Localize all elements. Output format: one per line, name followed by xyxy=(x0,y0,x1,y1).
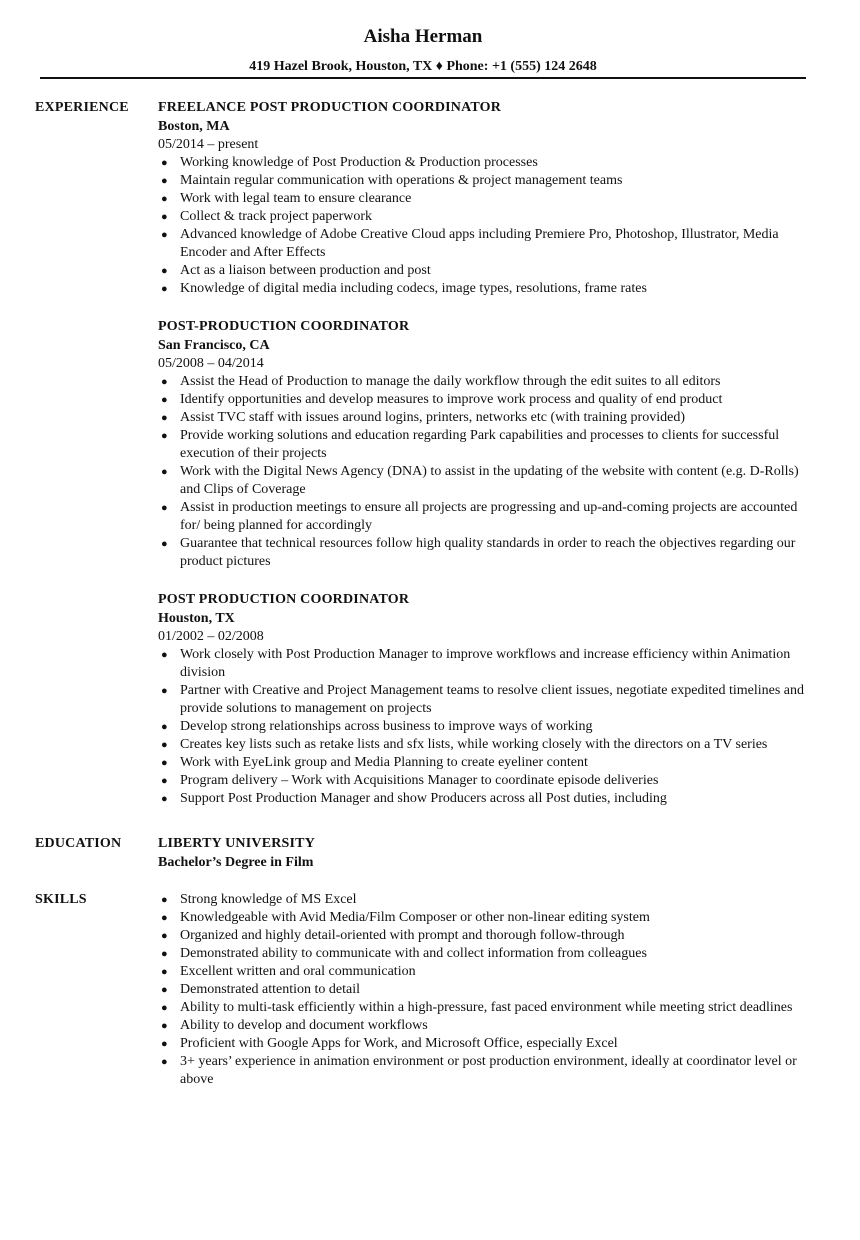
job-bullets xyxy=(158,154,818,298)
section-title-experience: EXPERIENCE xyxy=(35,100,129,115)
skill-item: ● Organized and highly detail-oriented with prompt and thorough follow-through xyxy=(161,928,625,943)
bullet-item: ● Assist the Head of Production to manage the daily workflow through the edit suites to all editors xyxy=(161,374,721,389)
skill-item: ● Demonstrated attention to detail xyxy=(161,982,361,997)
school-name: LIBERTY UNIVERSITY xyxy=(158,836,316,851)
job-title: POST-PRODUCTION COORDINATOR xyxy=(158,319,410,334)
skill-item: ● Ability to develop and document workflows xyxy=(161,1018,428,1033)
bullet-icon: ● xyxy=(161,757,168,769)
header-divider xyxy=(40,77,806,79)
bullet-item: ● Collect & track project paperwork xyxy=(161,209,373,224)
job-bullets xyxy=(158,646,818,808)
section-title-education: EDUCATION xyxy=(35,836,122,851)
bullet-icon: ● xyxy=(161,930,168,942)
bullet-item: ● Maintain regular communication with operations & project management teams xyxy=(161,173,623,188)
bullet-icon: ● xyxy=(161,193,168,205)
bullet-icon: ● xyxy=(161,1038,168,1050)
bullet-icon: ● xyxy=(161,984,168,996)
bullet-icon: ● xyxy=(161,775,168,787)
bullet-icon: ● xyxy=(161,502,168,514)
bullet-icon: ● xyxy=(161,912,168,924)
skill-item: ● Knowledgeable with Avid Media/Film Composer or other non-linear editing system xyxy=(161,910,650,925)
bullet-icon: ● xyxy=(161,211,168,223)
job-title: FREELANCE POST PRODUCTION COORDINATOR xyxy=(158,100,502,115)
bullet-item: ● Work with EyeLink group and Media Planning to create eyeliner content xyxy=(161,755,588,770)
skills-body xyxy=(158,891,818,1089)
job-bullets xyxy=(158,373,818,571)
bullet-icon: ● xyxy=(161,265,168,277)
job-dates: 05/2014 – present xyxy=(158,137,259,152)
bullet-item: ● Identify opportunities and develop measures to improve work process and quality of end product xyxy=(161,392,723,407)
skills-list xyxy=(158,891,818,1089)
bullet-item: ● Work with the Digital News Agency (DNA) to assist in the updating of the website with content (e.g. D-Rolls) and Clips of Coverage xyxy=(161,464,799,497)
degree: Bachelor’s Degree in Film xyxy=(158,855,314,870)
education-body xyxy=(158,835,818,873)
skill-item: ● Proficient with Google Apps for Work, and Microsoft Office, especially Excel xyxy=(161,1036,618,1051)
skill-item: ● 3+ years’ experience in animation environment or post production environment, ideally at coordinator level or above xyxy=(161,1054,797,1087)
job-dates: 01/2002 – 02/2008 xyxy=(158,629,264,644)
bullet-icon: ● xyxy=(161,721,168,733)
bullet-item: ● Work with legal team to ensure clearance xyxy=(161,191,412,206)
bullet-icon: ● xyxy=(161,685,168,697)
bullet-item: ● Support Post Production Manager and show Producers across all Post duties, including xyxy=(161,791,667,806)
bullet-item: ● Assist TVC staff with issues around logins, printers, networks etc (with training provided) xyxy=(161,410,685,425)
job-location: Houston, TX xyxy=(158,611,235,626)
bullet-item: ● Act as a liaison between production and post xyxy=(161,263,431,278)
bullet-item: ● Provide working solutions and education regarding Park capabilities and processes to clients for successful execution of their projects xyxy=(161,428,780,461)
bullet-icon: ● xyxy=(161,175,168,187)
bullet-icon: ● xyxy=(161,739,168,751)
skill-item: ● Demonstrated ability to communicate with and collect information from colleagues xyxy=(161,946,647,961)
bullet-icon: ● xyxy=(161,948,168,960)
bullet-item: ● Guarantee that technical resources follow high quality standards in order to reach the objectives regarding our product pictures xyxy=(161,536,796,569)
bullet-icon: ● xyxy=(161,1002,168,1014)
skill-item: ● Strong knowledge of MS Excel xyxy=(161,892,357,907)
job-entry xyxy=(158,591,818,808)
job-entry xyxy=(158,99,818,298)
bullet-icon: ● xyxy=(161,894,168,906)
bullet-icon: ● xyxy=(161,283,168,295)
bullet-icon: ● xyxy=(161,1056,168,1068)
bullet-item: ● Creates key lists such as retake lists and sfx lists, while working closely with the directors on a TV series xyxy=(161,737,768,752)
bullet-icon: ● xyxy=(161,793,168,805)
bullet-icon: ● xyxy=(161,430,168,442)
bullet-icon: ● xyxy=(161,466,168,478)
job-dates: 05/2008 – 04/2014 xyxy=(158,356,264,371)
bullet-item: ● Work closely with Post Production Manager to improve workflows and increase efficiency within Animation division xyxy=(161,647,791,680)
bullet-icon: ● xyxy=(161,412,168,424)
bullet-icon: ● xyxy=(161,1020,168,1032)
bullet-icon: ● xyxy=(161,394,168,406)
job-location: San Francisco, CA xyxy=(158,338,270,353)
candidate-name: Aisha Herman xyxy=(363,26,483,47)
bullet-item: ● Develop strong relationships across business to improve ways of working xyxy=(161,719,593,734)
job-location: Boston, MA xyxy=(158,119,230,134)
bullet-icon: ● xyxy=(161,229,168,241)
bullet-icon: ● xyxy=(161,376,168,388)
section-title-skills: SKILLS xyxy=(35,892,87,907)
job-title: POST PRODUCTION COORDINATOR xyxy=(158,592,410,607)
bullet-item: ● Partner with Creative and Project Management teams to resolve client issues, negotiate expedited timelines and provide solutions to management on projects xyxy=(161,683,804,716)
bullet-item: ● Program delivery – Work with Acquisitions Manager to coordinate episode deliveries xyxy=(161,773,659,788)
bullet-icon: ● xyxy=(161,538,168,550)
skill-item: ● Ability to multi-task efficiently within a high-pressure, fast paced environment while meeting strict deadlines xyxy=(161,1000,793,1015)
bullet-icon: ● xyxy=(161,966,168,978)
bullet-item: ● Working knowledge of Post Production & Production processes xyxy=(161,155,538,170)
job-entry xyxy=(158,318,818,571)
bullet-icon: ● xyxy=(161,649,168,661)
bullet-icon: ● xyxy=(161,157,168,169)
bullet-item: ● Knowledge of digital media including codecs, image types, resolutions, frame rates xyxy=(161,281,647,296)
experience-body xyxy=(158,99,818,828)
skill-item: ● Excellent written and oral communication xyxy=(161,964,416,979)
bullet-item: ● Advanced knowledge of Adobe Creative Cloud apps including Premiere Pro, Photoshop, Illustrator, Media Encoder and After Effects xyxy=(161,227,779,260)
contact-line: 419 Hazel Brook, Houston, TX ♦ Phone: +1 (555) 124 2648 xyxy=(249,59,597,74)
bullet-item: ● Assist in production meetings to ensure all projects are progressing and up-and-coming projects are accounted for/ being planned for accordingly xyxy=(161,500,798,533)
